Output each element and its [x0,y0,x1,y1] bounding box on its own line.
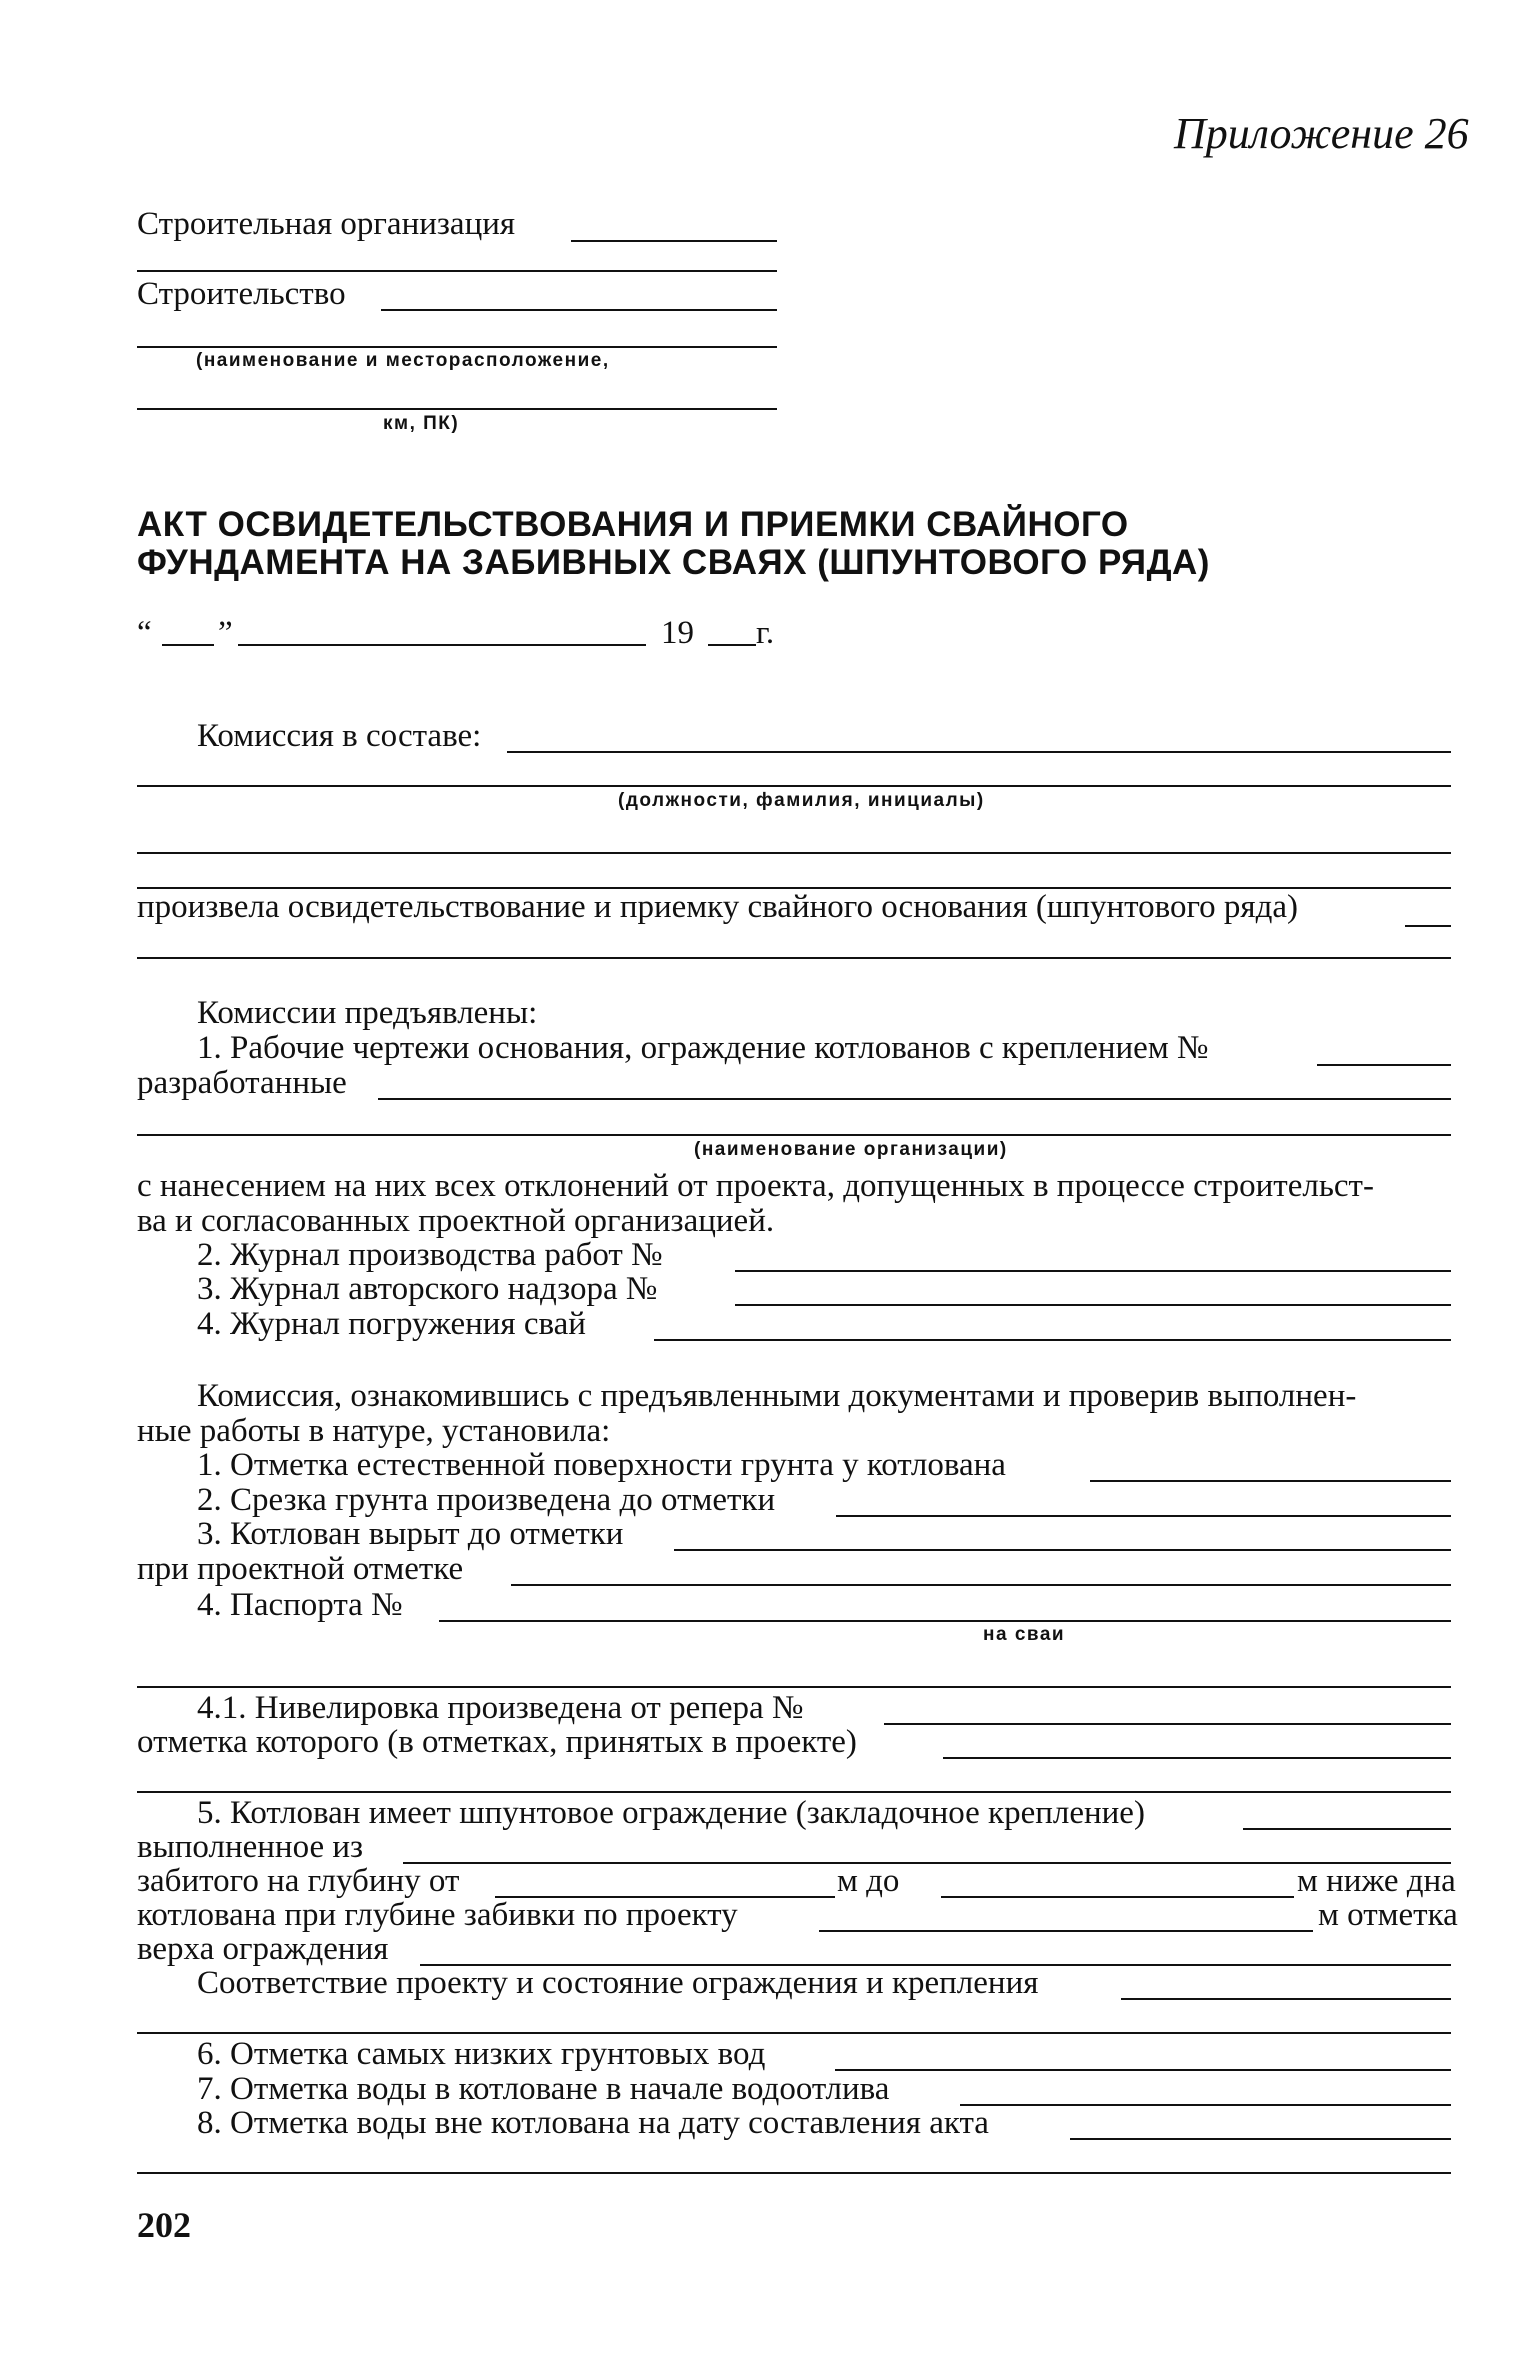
performed-blank-line-2 [137,957,1451,959]
developed-blank-line-2 [137,1134,1451,1136]
findings-intro-line-1: Комиссия, ознакомившись с предъявленными документами и проверив выполнен- [197,1378,1357,1414]
findings-item-5: 5. Котлован имеет шпунтовое ограждение (закладочное крепление) [197,1795,1145,1831]
developed-blank-line [378,1098,1451,1100]
compliance-blank-line [1121,1998,1451,2000]
presented-heading: Комиссии предъявлены: [197,995,538,1031]
developed-label: разработанные [137,1065,347,1101]
design-mark-label: при проектной отметке [137,1551,464,1587]
findings-item-3: 3. Котлован вырыт до отметки [197,1516,624,1552]
findings-item-1: 1. Отметка естественной поверхности грунта у котлована [197,1447,1006,1483]
benchmark-blank-line [884,1723,1451,1725]
deviations-line-1: с нанесением на них всех отклонений от проекта, допущенных в процессе строительст- [137,1168,1374,1204]
benchmark-mark-label: отметка которого (в отметках, принятых в проекте) [137,1724,857,1760]
m-below-label: м ниже дна [1297,1863,1456,1899]
date-close-quote: ” [218,615,233,651]
date-open-quote: “ [137,615,152,651]
finding-3-blank-line [674,1549,1451,1551]
findings-item-4: 4. Паспорта № [197,1587,403,1623]
date-day-line [162,644,214,646]
presented-item-2: 2. Журнал производства работ № [197,1237,663,1273]
pit-depth-label: котлована при глубине забивки по проекту [137,1897,738,1933]
compliance-blank-line-2 [137,2032,1451,2034]
depth-to-blank-line [941,1896,1294,1898]
document-title-line-1: АКТ ОСВИДЕТЕЛЬСТВОВАНИЯ И ПРИЕМКИ СВАЙНОГО [137,505,1129,544]
passport-blank-line [439,1620,1451,1622]
m-mark-label: м отметка [1318,1897,1458,1933]
finding-1-blank-line [1090,1480,1451,1482]
passport-blank-line-2 [137,1686,1451,1688]
performed-blank-line [1405,925,1451,927]
findings-intro-line-2: ные работы в натуре, установила: [137,1413,611,1449]
caption-km-pk: км, ПК) [383,413,460,434]
findings-item-2: 2. Срезка грунта произведена до отметки [197,1482,776,1518]
document-title-line-2: ФУНДАМЕНТА НА ЗАБИВНЫХ СВАЯХ (ШПУНТОВОГО РЯДА) [137,543,1210,582]
finding-8-blank-line-2 [137,2172,1451,2174]
made-of-blank-line [403,1862,1451,1864]
finding-7-blank-line [960,2104,1451,2106]
made-of-label: выполненное из [137,1829,364,1865]
driven-depth-label: забитого на глубину от [137,1863,460,1899]
item-4-blank-line [654,1339,1451,1341]
caption-organization: (наименование организации) [694,1139,1008,1160]
finding-2-blank-line [836,1515,1451,1517]
date-year-line [708,644,756,646]
item-2-blank-line [735,1270,1451,1272]
caption-piles: на сваи [983,1624,1066,1645]
commission-composition-label: Комиссия в составе: [197,718,482,754]
construction-blank-line-3 [137,408,777,410]
page-number: 202 [137,2205,191,2245]
fence-type-blank-line [1243,1828,1451,1830]
findings-item-4-1: 4.1. Нивелировка произведена от репера № [197,1690,804,1726]
org-label: Строительная организация [137,206,516,242]
finding-6-blank-line [835,2069,1451,2071]
date-year-prefix: 19 [661,615,694,651]
date-year-suffix: г. [756,615,775,651]
commission-blank-line [507,751,1451,753]
finding-8-blank-line [1070,2138,1451,2140]
commission-blank-line-3 [137,852,1451,854]
construction-blank-line-2 [137,346,777,348]
commission-performed-text: произвела освидетельствование и приемку свайного основания (шпунтового ряда) [137,889,1299,925]
findings-item-6: 6. Отметка самых низких грунтовых вод [197,2036,766,2072]
design-mark-blank-line [511,1584,1451,1586]
m-to-label: м до [837,1863,900,1899]
deviations-line-2: ва и согласованных проектной организацией. [137,1203,775,1239]
findings-item-7: 7. Отметка воды в котловане в начале водоотлива [197,2071,890,2107]
findings-item-8: 8. Отметка воды вне котлована на дату составления акта [197,2105,989,2141]
item-1-number-line [1317,1064,1451,1066]
benchmark-mark-blank-line [943,1757,1451,1759]
org-blank-line [571,240,777,242]
presented-item-1: 1. Рабочие чертежи основания, ограждение котлованов с креплением № [197,1030,1209,1066]
pit-depth-blank-line [819,1930,1313,1932]
date-month-line [238,644,646,646]
caption-name-location: (наименование и месторасположение, [196,350,610,371]
benchmark-blank-line-2 [137,1791,1451,1793]
construction-blank-line [381,309,777,311]
item-3-blank-line [735,1304,1451,1306]
commission-blank-line-2 [137,785,1451,787]
org-blank-line-2 [137,270,777,272]
presented-item-4: 4. Журнал погружения свай [197,1306,586,1342]
presented-item-3: 3. Журнал авторского надзора № [197,1271,658,1307]
appendix-label: Приложение 26 [1174,109,1469,158]
fence-top-label: верха ограждения [137,1931,389,1967]
caption-positions: (должности, фамилия, инициалы) [618,790,985,811]
construction-label: Строительство [137,276,346,312]
compliance-label: Соответствие проекту и состояние ограждения и крепления [197,1965,1039,2001]
